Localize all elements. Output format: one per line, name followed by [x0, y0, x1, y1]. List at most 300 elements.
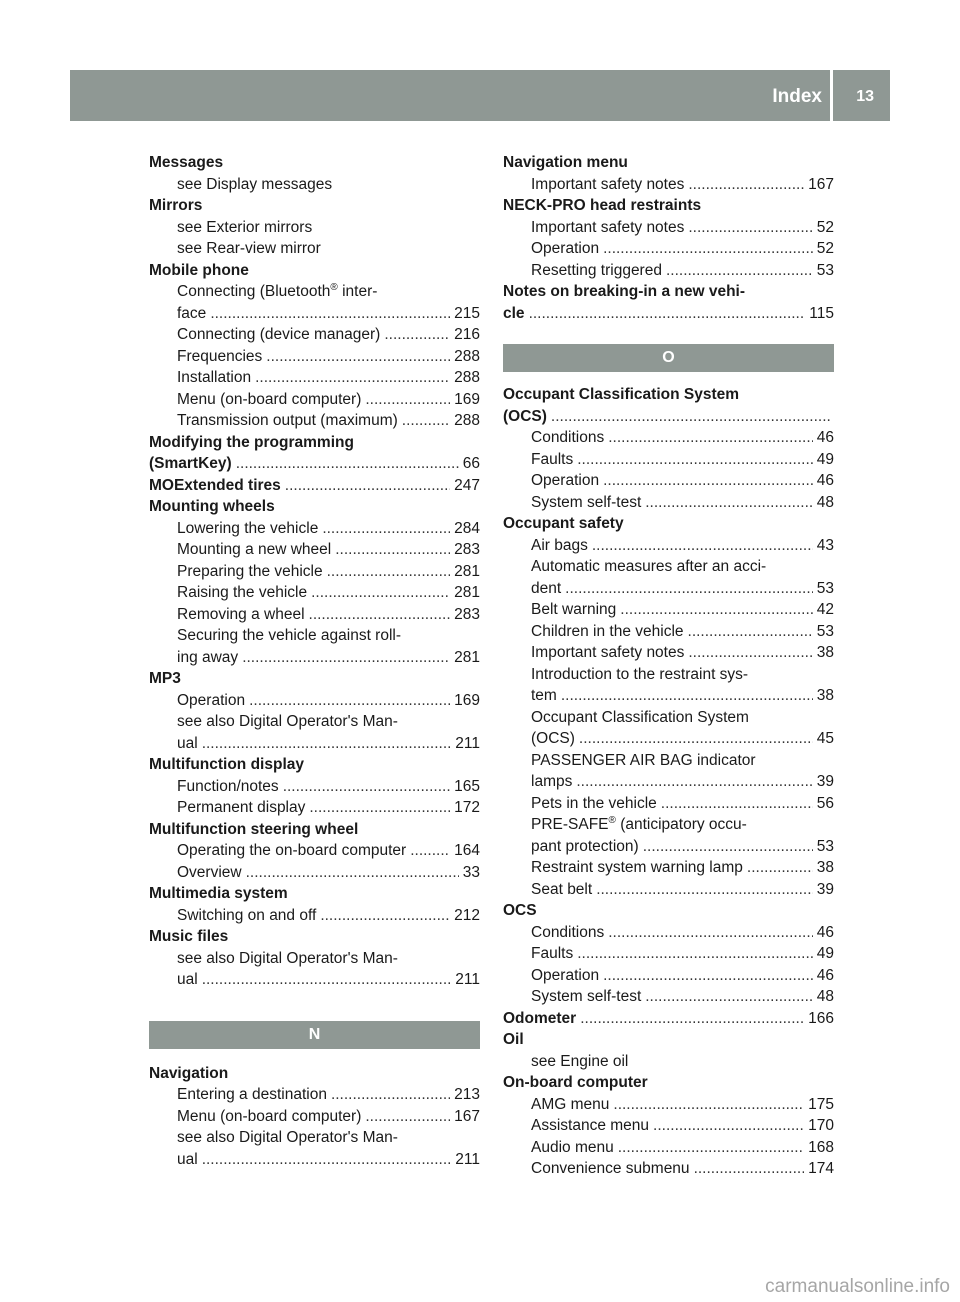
subentry-text: Introduction to the restraint sys-: [531, 665, 749, 683]
entry-heading: Mobile phone: [149, 261, 249, 279]
subentry-text: Occupant Classification System: [531, 708, 749, 726]
entry-text: Entering a destination: [177, 1086, 327, 1103]
subentry-line: [149, 711, 480, 733]
entry-text: Restraint system warning lamp: [531, 859, 743, 876]
entry-text: Mounting a new wheel: [177, 541, 332, 558]
entry-text: Menu (on-board computer): [177, 390, 362, 408]
subentry-line-cont: [503, 578, 834, 600]
subentry-line: [503, 1094, 834, 1116]
entry-text: lamps: [531, 773, 573, 790]
entry-text: tem: [531, 687, 557, 704]
page-ref: 283: [454, 605, 480, 623]
subentry-line: [149, 582, 480, 604]
subentry-line: [503, 492, 834, 514]
subentry-line: [149, 1106, 480, 1128]
entry-heading: [149, 475, 480, 497]
leader-dots: [577, 943, 813, 965]
subentry-line: [503, 943, 834, 965]
subentry-line: see Rear-view mirror: [177, 240, 321, 257]
entry-text: Connecting (device manager): [177, 326, 381, 343]
subentry-line: see Display messages: [177, 175, 333, 193]
page-ref: 166: [808, 1009, 834, 1027]
subentry-line: [503, 707, 834, 729]
page-ref: 45: [816, 730, 834, 747]
entry-text: Important safety notes: [531, 644, 685, 661]
leader-dots: [236, 453, 459, 475]
leader-dots: [322, 518, 450, 540]
page-ref: 33: [462, 863, 480, 881]
leader-dots: [410, 840, 450, 862]
page-ref: 284: [454, 519, 480, 537]
subentry-line: [149, 518, 480, 540]
leader-dots: [202, 969, 452, 991]
leader-dots: [618, 1137, 804, 1159]
page-ref: 169: [454, 390, 480, 408]
subentry-line: [503, 260, 834, 282]
page-ref: 174: [808, 1160, 834, 1177]
leader-dots: [747, 857, 813, 879]
entry-heading: Multifunction steering wheel: [149, 820, 359, 838]
subentry-text: Securing the vehicle against roll-: [177, 627, 402, 644]
entry-text: System self-test: [531, 988, 642, 1005]
subentry-line: [503, 449, 834, 471]
leader-dots: [561, 685, 813, 707]
index-entry: [503, 1072, 834, 1180]
page-ref: 172: [454, 799, 480, 816]
entry-heading: NECK-PRO head restraints: [503, 197, 702, 214]
registered-mark: ®: [330, 282, 338, 293]
leader-dots: [661, 793, 813, 815]
index-entry: [149, 195, 480, 260]
page-ref: 115: [809, 304, 834, 322]
subentry-line: [503, 174, 834, 196]
subentry-line: [503, 1137, 834, 1159]
subentry-line: see Exterior mirrors: [177, 218, 313, 236]
subentry-text: Connecting (Bluetooth: [177, 283, 331, 300]
leader-dots: [596, 879, 813, 901]
subentry-line: [149, 948, 480, 970]
page-ref: 42: [816, 601, 834, 618]
leader-dots: [285, 475, 450, 497]
entry-text: Belt warning: [531, 601, 617, 618]
entry-text: Transmission output (maximum): [177, 412, 398, 429]
subentry-line: [503, 642, 834, 664]
page-ref: 66: [462, 455, 480, 472]
entry-heading: Modifying the programming: [149, 433, 354, 451]
subentry-line: [149, 281, 480, 303]
entry-text: Pets in the vehicle: [531, 794, 657, 812]
subentry-line: [503, 535, 834, 557]
section-title: Index: [772, 86, 822, 107]
subentry-line: [149, 346, 480, 368]
leader-dots: [384, 324, 450, 346]
entry-text: pant protection): [531, 837, 639, 855]
entry-heading: Navigation: [149, 1064, 229, 1082]
entry-text: Overview: [177, 863, 242, 881]
entry-heading: Multimedia system: [149, 885, 288, 902]
subentry-line: [149, 797, 480, 819]
leader-dots: [580, 1008, 804, 1030]
page-ref: 165: [454, 777, 480, 795]
page-ref: 52: [816, 218, 834, 236]
entry-text: Seat belt: [531, 880, 593, 898]
subentry-line-cont: [503, 685, 834, 707]
subentry-text: (anticipatory occu-: [615, 816, 747, 833]
leader-dots: [365, 1106, 450, 1128]
index-entry: [149, 432, 480, 475]
subentry-line: [149, 776, 480, 798]
entry-text: Convenience submenu: [531, 1160, 690, 1177]
leader-dots: [283, 776, 450, 798]
entry-text: dent: [531, 579, 562, 597]
entry-text: Conditions: [531, 429, 605, 446]
subentry-text: inter-: [337, 283, 378, 300]
leader-dots: [613, 1094, 804, 1116]
page-ref: 53: [816, 579, 834, 597]
subentry-line: [503, 814, 834, 836]
page-ref: 212: [454, 906, 480, 924]
page-ref: 164: [454, 842, 480, 859]
index-column-left: [149, 152, 480, 1170]
index-entry: [149, 926, 480, 991]
section-header-o: O: [503, 344, 834, 372]
entry-text: Faults: [531, 945, 574, 962]
leader-dots: [643, 836, 813, 858]
subentry-line-cont: [503, 728, 834, 750]
subentry-line: [503, 986, 834, 1008]
header-bar: [70, 70, 890, 121]
page-ref: 52: [816, 240, 834, 257]
leader-dots: [653, 1115, 804, 1137]
entry-heading: Occupant Classification System: [503, 386, 740, 403]
leader-dots: [645, 986, 813, 1008]
index-entry: [503, 1029, 834, 1072]
subentry-text: see also Digital Operator's Man-: [177, 1129, 398, 1146]
leader-dots: [309, 797, 450, 819]
page-ref: 49: [816, 450, 834, 468]
subentry-line: [503, 556, 834, 578]
entry-text: Operation: [177, 691, 246, 709]
leader-dots: [608, 427, 813, 449]
entry-heading: Mounting wheels: [149, 498, 275, 515]
entry-text: Raising the vehicle: [177, 584, 308, 601]
leader-dots: [688, 174, 804, 196]
entry-heading: [503, 1008, 834, 1030]
leader-dots: [309, 604, 451, 626]
page-ref: 281: [454, 562, 480, 580]
leader-dots: [688, 621, 813, 643]
leader-dots: [565, 578, 813, 600]
subentry-line: [503, 621, 834, 643]
page-ref: 169: [454, 691, 480, 709]
leader-dots: [331, 1084, 450, 1106]
leader-dots: [249, 690, 450, 712]
page-ref: 211: [455, 971, 480, 988]
entry-heading: Notes on breaking-in a new vehi-: [503, 283, 746, 300]
page-ref: 281: [454, 584, 480, 601]
entry-text: Conditions: [531, 923, 605, 941]
entry-text: Preparing the vehicle: [177, 562, 323, 580]
subentry-line: [503, 1115, 834, 1137]
index-entry: [149, 883, 480, 926]
leader-dots: [608, 922, 813, 944]
index-entry: [503, 513, 834, 900]
page-ref: 53: [816, 837, 834, 855]
entry-text: System self-test: [531, 493, 642, 511]
subentry-line: [149, 862, 480, 884]
page-ref: 48: [816, 988, 834, 1005]
leader-dots: [266, 346, 450, 368]
index-entry: [503, 281, 834, 324]
entry-heading: On-board computer: [503, 1074, 648, 1091]
entry-text: Removing a wheel: [177, 605, 305, 623]
page-ref: 247: [454, 476, 480, 494]
leader-dots: [365, 389, 450, 411]
index-entry: [149, 475, 480, 497]
subentry-line: [503, 857, 834, 879]
page-ref: 288: [454, 369, 480, 386]
entry-text: MOExtended tires: [149, 476, 281, 494]
page-ref: 283: [454, 541, 480, 558]
subentry-line: [149, 604, 480, 626]
subentry-line: [503, 599, 834, 621]
subentry-line: [149, 1127, 480, 1149]
subentry-line: [503, 965, 834, 987]
page-ref: 167: [454, 1107, 480, 1125]
leader-dots: [603, 470, 813, 492]
entry-heading: Occupant safety: [503, 515, 624, 532]
entry-text: Installation: [177, 369, 252, 386]
subentry-line: [503, 664, 834, 686]
entry-text: cle: [503, 304, 525, 322]
entry-text: Lowering the vehicle: [177, 519, 319, 537]
index-entry: [149, 819, 480, 884]
entry-text: Faults: [531, 450, 574, 468]
index-entry: [503, 195, 834, 281]
subentry-line: [149, 561, 480, 583]
subentry-line: [503, 793, 834, 815]
entry-text: Operation: [531, 966, 600, 984]
subentry-line-cont: [149, 1149, 480, 1171]
page-ref: 43: [816, 536, 834, 554]
entry-text: (OCS): [503, 407, 547, 425]
leader-dots: [551, 406, 830, 428]
entry-text: face: [177, 304, 207, 322]
index-entry: [149, 1063, 480, 1171]
subentry-line-cont: [149, 647, 480, 669]
page-ref: 215: [454, 304, 480, 322]
entry-text: Operating the on-board computer: [177, 842, 407, 859]
entry-text: AMG menu: [531, 1095, 610, 1113]
subentry-line: [503, 750, 834, 772]
page-ref: 56: [816, 794, 834, 812]
entry-heading-cont: [503, 406, 834, 428]
entries-o: [503, 384, 834, 1180]
entry-text: Frequencies: [177, 347, 263, 365]
entries-n: [149, 1063, 480, 1171]
leader-dots: [592, 535, 813, 557]
watermark: carmanualsonline.info: [765, 1276, 950, 1297]
page-ref: 38: [816, 644, 834, 661]
leader-dots: [603, 965, 813, 987]
index-entry: [149, 260, 480, 432]
page-ref: 48: [816, 493, 834, 511]
page-ref: 46: [816, 472, 834, 489]
page-ref: 53: [816, 261, 834, 279]
entries-m: [149, 152, 480, 991]
subentry-text: PASSENGER AIR BAG indicator: [531, 751, 756, 769]
subentry-text: see also Digital Operator's Man-: [177, 949, 398, 967]
subentry-line: see Engine oil: [531, 1052, 629, 1070]
page-ref: 175: [808, 1095, 834, 1113]
entry-text: ual: [177, 734, 198, 752]
page-ref: 288: [454, 412, 480, 429]
subentry-text: PRE-SAFE: [531, 816, 609, 833]
entry-text: (OCS): [531, 730, 575, 747]
page-ref: 216: [454, 326, 480, 343]
subentry-line: [503, 879, 834, 901]
entry-text: Audio menu: [531, 1138, 614, 1156]
page-ref: 288: [454, 347, 480, 365]
subentry-line: [149, 539, 480, 561]
leader-dots: [202, 733, 452, 755]
leader-dots: [210, 303, 450, 325]
subentry-text: see also Digital Operator's Man-: [177, 713, 398, 730]
page-ref: 170: [808, 1117, 834, 1134]
subentry-line: [503, 238, 834, 260]
entry-heading: Messages: [149, 154, 224, 171]
page-ref: 49: [816, 945, 834, 962]
index-entry: [149, 496, 480, 668]
entry-heading: MP3: [149, 670, 181, 687]
subentry-line-cont: [503, 836, 834, 858]
entry-heading: Music files: [149, 928, 229, 945]
entries-n-cont: [503, 152, 834, 324]
page-ref: 46: [816, 966, 834, 984]
leader-dots: [311, 582, 450, 604]
page-ref: 39: [816, 773, 834, 790]
entry-text: Important safety notes: [531, 218, 685, 236]
entry-text: Operation: [531, 472, 600, 489]
index-entry: [149, 152, 480, 195]
entry-text: Switching on and off: [177, 906, 317, 924]
entry-text: ual: [177, 1150, 198, 1168]
leader-dots: [335, 539, 450, 561]
leader-dots: [603, 238, 813, 260]
index-entry: [503, 1008, 834, 1030]
entry-text: Menu (on-board computer): [177, 1107, 362, 1125]
index-column-right: [503, 152, 834, 1180]
page-ref: 167: [808, 175, 834, 193]
subentry-line: [503, 922, 834, 944]
subentry-text: Automatic measures after an acci-: [531, 558, 767, 575]
subentry-line: [149, 625, 480, 647]
leader-dots: [688, 217, 812, 239]
page-ref: 211: [455, 734, 480, 752]
page-ref: 38: [816, 687, 834, 704]
page-ref: 281: [454, 648, 480, 666]
section-header-n: N: [149, 1021, 480, 1049]
leader-dots: [577, 449, 813, 471]
subentry-line-cont: [503, 771, 834, 793]
header-divider: [830, 70, 833, 121]
page-ref: 38: [816, 859, 834, 876]
subentry-line-cont: [149, 969, 480, 991]
leader-dots: [246, 862, 459, 884]
entry-text: Assistance menu: [531, 1117, 650, 1134]
subentry-line: [503, 427, 834, 449]
entry-text: Resetting triggered: [531, 261, 662, 279]
entry-text: Air bags: [531, 536, 588, 554]
entry-heading: OCS: [503, 902, 537, 919]
index-entry: [503, 152, 834, 195]
subentry-line: [149, 324, 480, 346]
entry-text: ing away: [177, 648, 239, 666]
entry-text: Odometer: [503, 1009, 577, 1027]
page-ref: 46: [816, 429, 834, 446]
page-number: 13: [856, 88, 874, 105]
subentry-line: [149, 690, 480, 712]
leader-dots: [402, 410, 450, 432]
leader-dots: [320, 905, 450, 927]
subentry-line: [149, 1084, 480, 1106]
entry-text: Children in the vehicle: [531, 622, 684, 640]
page-ref: 46: [816, 923, 834, 941]
entry-text: (SmartKey): [149, 455, 232, 472]
subentry-line-cont: [149, 733, 480, 755]
leader-dots: [255, 367, 450, 389]
entry-heading-cont: [503, 303, 834, 325]
leader-dots: [694, 1158, 805, 1180]
entry-text: ual: [177, 971, 198, 988]
subentry-line: [149, 367, 480, 389]
page-ref: 213: [454, 1086, 480, 1103]
subentry-line: [149, 410, 480, 432]
entry-heading-cont: [149, 453, 480, 475]
index-entry: [503, 384, 834, 513]
index-entry: [503, 900, 834, 1008]
entry-heading: Navigation menu: [503, 154, 628, 171]
entry-text: Function/notes: [177, 777, 279, 795]
index-entry: [149, 668, 480, 754]
entry-heading: Mirrors: [149, 197, 203, 214]
subentry-line: [149, 389, 480, 411]
leader-dots: [688, 642, 812, 664]
entry-heading: Multifunction display: [149, 756, 304, 773]
subentry-line: [503, 1158, 834, 1180]
page-ref: 53: [816, 622, 834, 640]
registered-mark: ®: [608, 815, 616, 826]
leader-dots: [529, 303, 806, 325]
entry-text: Important safety notes: [531, 175, 685, 193]
leader-dots: [666, 260, 813, 282]
subentry-line-cont: [149, 303, 480, 325]
page-ref: 211: [455, 1150, 480, 1168]
entry-text: Operation: [531, 240, 600, 257]
leader-dots: [327, 561, 451, 583]
leader-dots: [242, 647, 450, 669]
leader-dots: [579, 728, 813, 750]
index-entry: [149, 754, 480, 819]
entry-text: Permanent display: [177, 799, 306, 816]
subentry-line: [149, 840, 480, 862]
page-ref: 39: [816, 880, 834, 898]
entry-heading: Oil: [503, 1031, 524, 1048]
leader-dots: [202, 1149, 452, 1171]
page-ref: 168: [808, 1138, 834, 1156]
subentry-line: [149, 905, 480, 927]
leader-dots: [620, 599, 812, 621]
